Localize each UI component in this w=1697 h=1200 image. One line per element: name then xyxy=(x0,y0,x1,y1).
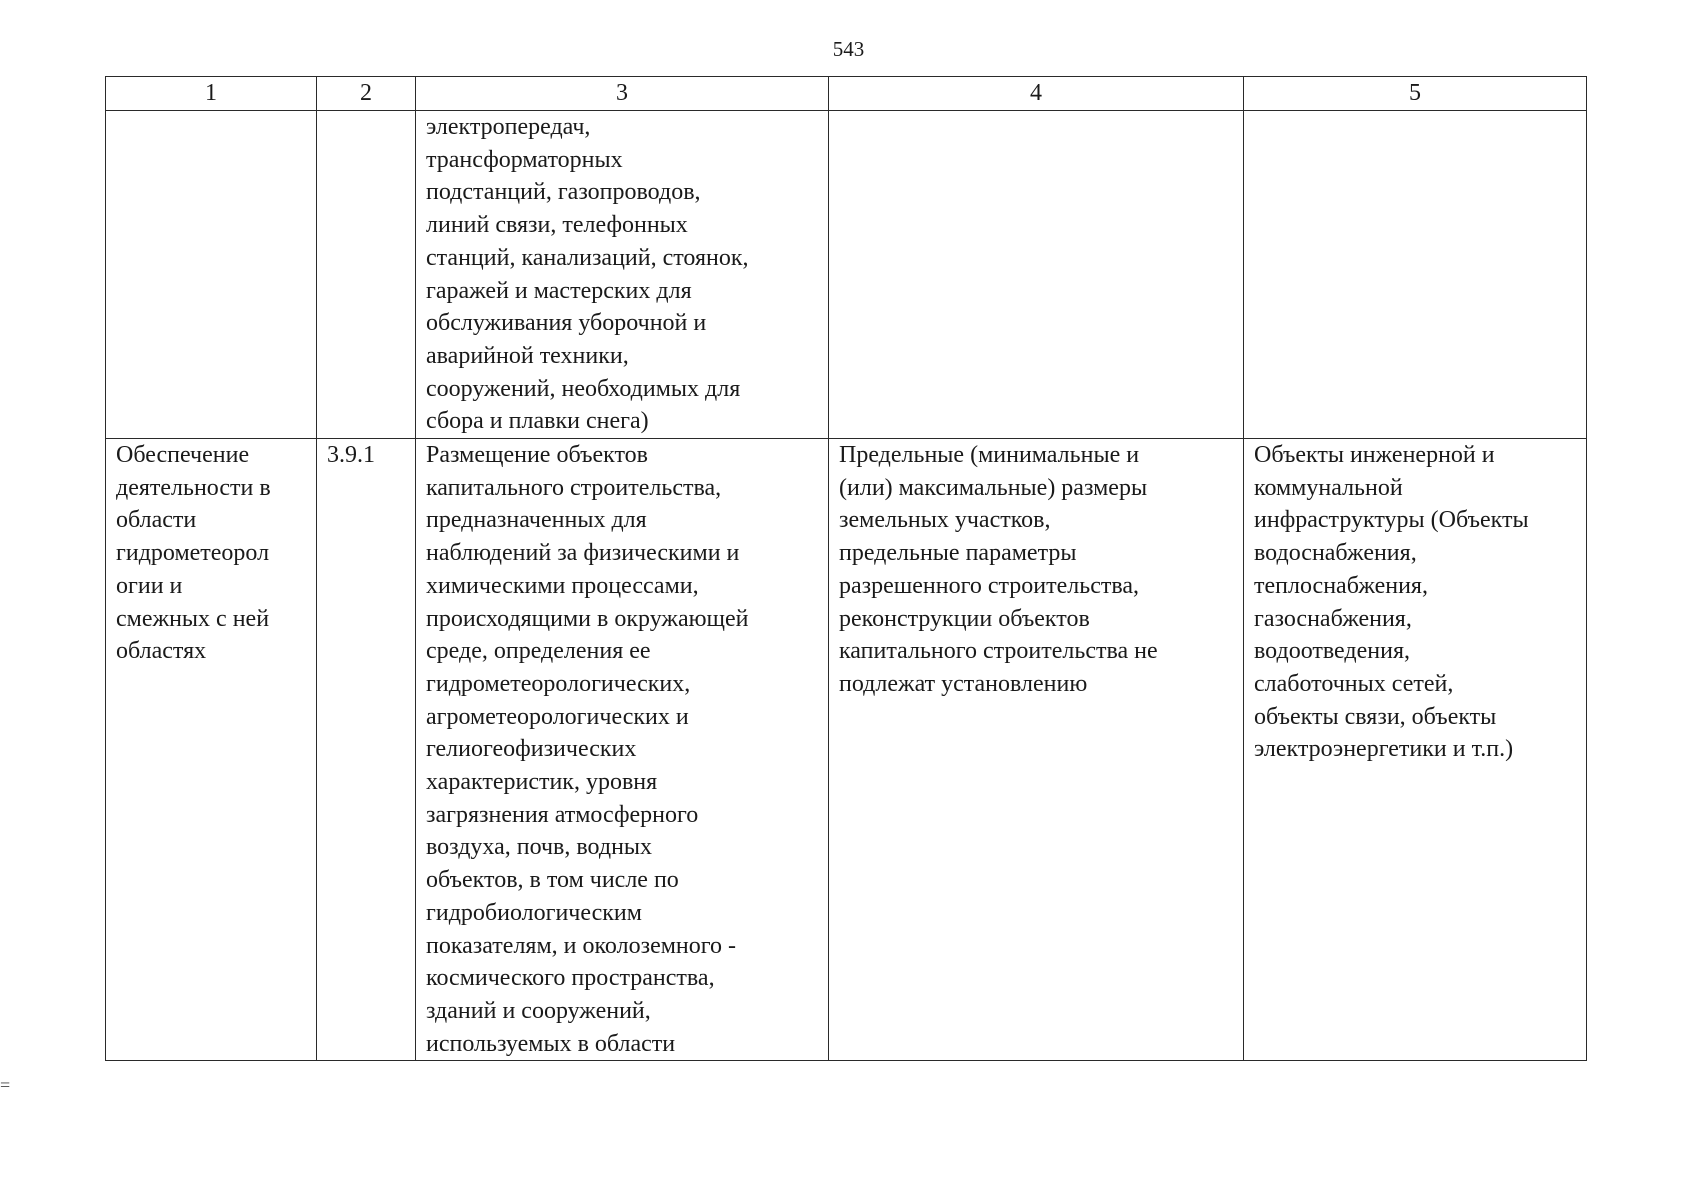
page-number: 543 xyxy=(832,37,865,61)
cell-use-type: Обеспечение деятельности в области гидрометеорол огии и смежных с ней областях xyxy=(106,439,317,1061)
cell-parameters: Предельные (минимальные и (или) максимальные) размеры земельных участков, предельные параметры разрешенного строительства, реконструкции объектов капитального строительства не подлежат установлению xyxy=(829,439,1244,1061)
cell-parameters xyxy=(829,111,1244,439)
cell-auxiliary-uses: Объекты инженерной и коммунальной инфраструктуры (Объекты водоснабжения, теплоснабжения, газоснабжения, водоотведения, слаботочных сетей, объекты связи, объекты электроэнергетики и т.п.) xyxy=(1244,439,1587,1061)
table-row xyxy=(106,439,1587,1061)
cell-use-type xyxy=(106,111,317,439)
column-header-1: 1 xyxy=(106,77,317,111)
column-header-5: 5 xyxy=(1244,77,1587,111)
table-header-row xyxy=(106,77,1587,111)
table-row xyxy=(106,111,1587,439)
cell-description: Размещение объектов капитального строительства, предназначенных для наблюдений за физическими и химическими процессами, происходящими в окружающей среде, определения ее гидрометеорологических, агрометеорологических и гелиогеофизических характеристик, уровня загрязнения атмосферного воздуха, почв, водных объектов, в том числе по гидробиологическим показателям, и околоземного - космического пространства, зданий и сооружений, используемых в области xyxy=(416,439,829,1061)
cell-code: 3.9.1 xyxy=(317,439,416,1061)
column-header-4: 4 xyxy=(829,77,1244,111)
land-use-table xyxy=(105,76,1587,1061)
cell-auxiliary-uses xyxy=(1244,111,1587,439)
column-header-3: 3 xyxy=(416,77,829,111)
margin-mark: = xyxy=(0,1075,11,1095)
cell-code xyxy=(317,111,416,439)
cell-description: электропередач, трансформаторных подстанций, газопроводов, линий связи, телефонных станций, канализаций, стоянок, гаражей и мастерских для обслуживания уборочной и аварийной техники, сооружений, необходимых для сбора и плавки снега) xyxy=(416,111,829,439)
column-header-2: 2 xyxy=(317,77,416,111)
